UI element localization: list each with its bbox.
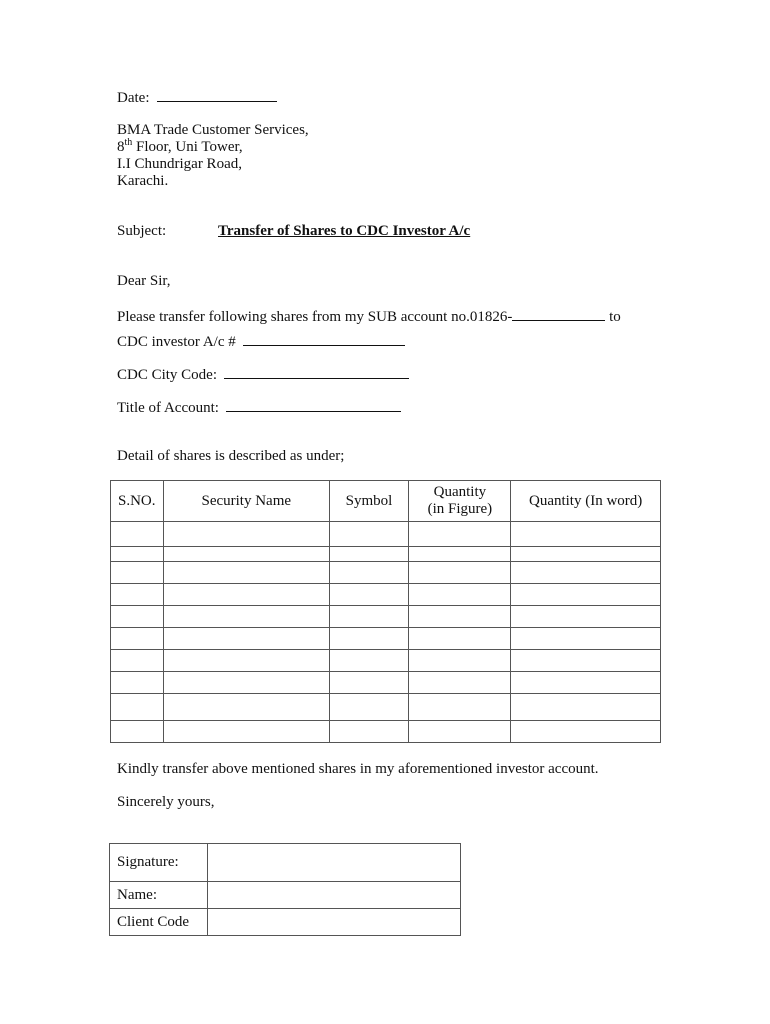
date-row xyxy=(117,88,277,107)
table-cell[interactable] xyxy=(511,650,661,672)
table-row xyxy=(111,650,661,672)
detail-intro: Detail of shares is described as under; xyxy=(117,448,345,464)
table-cell[interactable] xyxy=(111,584,164,606)
table-cell[interactable] xyxy=(163,547,329,562)
table-cell[interactable] xyxy=(511,694,661,721)
title-account-row xyxy=(117,398,401,417)
cdc-account-label: CDC investor A/c # xyxy=(117,334,236,350)
table-cell[interactable] xyxy=(163,584,329,606)
table-cell[interactable] xyxy=(511,547,661,562)
table-cell[interactable] xyxy=(329,650,409,672)
table-cell[interactable] xyxy=(409,522,511,547)
table-cell[interactable] xyxy=(409,672,511,694)
address-line-3: I.I Chundrigar Road, xyxy=(117,156,242,172)
table-cell[interactable] xyxy=(163,650,329,672)
table-cell[interactable] xyxy=(163,721,329,743)
table-row xyxy=(111,628,661,650)
table-cell[interactable] xyxy=(111,721,164,743)
header-security-name: Security Name xyxy=(163,481,329,522)
table-cell[interactable] xyxy=(329,522,409,547)
subject-title: Transfer of Shares to CDC Investor A/c xyxy=(218,223,471,239)
date-field[interactable] xyxy=(157,88,277,102)
table-cell[interactable] xyxy=(511,562,661,584)
table-row xyxy=(111,522,661,547)
transfer-to: to xyxy=(609,309,621,325)
table-cell[interactable] xyxy=(409,721,511,743)
cdc-account-field[interactable] xyxy=(243,332,405,346)
table-cell[interactable] xyxy=(163,628,329,650)
table-cell[interactable] xyxy=(163,672,329,694)
table-cell[interactable] xyxy=(329,628,409,650)
table-cell[interactable] xyxy=(511,672,661,694)
table-row xyxy=(111,562,661,584)
table-cell[interactable] xyxy=(329,584,409,606)
table-cell[interactable] xyxy=(409,562,511,584)
table-row xyxy=(111,694,661,721)
table-cell[interactable] xyxy=(111,650,164,672)
table-cell[interactable] xyxy=(163,562,329,584)
cdc-account-row xyxy=(117,332,405,351)
table-cell[interactable] xyxy=(329,547,409,562)
table-cell[interactable] xyxy=(409,628,511,650)
table-cell[interactable] xyxy=(163,694,329,721)
address-line-4: Karachi. xyxy=(117,173,169,189)
header-sno: S.NO. xyxy=(111,481,164,522)
table-row xyxy=(111,672,661,694)
table-cell[interactable] xyxy=(111,562,164,584)
table-row xyxy=(111,584,661,606)
table-cell[interactable] xyxy=(511,584,661,606)
table-cell[interactable] xyxy=(329,694,409,721)
city-code-field[interactable] xyxy=(224,365,409,379)
table-row xyxy=(111,547,661,562)
name-field[interactable] xyxy=(208,882,461,909)
table-cell[interactable] xyxy=(111,672,164,694)
table-cell[interactable] xyxy=(409,606,511,628)
closing-text: Kindly transfer above mentioned shares in my aforementioned investor account. xyxy=(117,761,599,777)
shares-table xyxy=(110,480,661,743)
table-cell[interactable] xyxy=(409,694,511,721)
table-cell[interactable] xyxy=(111,694,164,721)
city-code-label: CDC City Code: xyxy=(117,367,218,383)
header-quantity-word: Quantity (In word) xyxy=(511,481,661,522)
client-code-field[interactable] xyxy=(208,909,461,936)
transfer-line xyxy=(117,307,621,326)
address-line-2: 8th Floor, Uni Tower, xyxy=(117,137,243,155)
signature-label: Signature: xyxy=(110,844,208,882)
signature-field[interactable] xyxy=(208,844,461,882)
client-code-row xyxy=(110,909,461,936)
salutation: Dear Sir, xyxy=(117,273,171,289)
client-code-label: Client Code xyxy=(110,909,208,936)
header-quantity-figure: Quantity (in Figure) xyxy=(409,481,511,522)
table-cell[interactable] xyxy=(163,606,329,628)
signoff: Sincerely yours, xyxy=(117,794,215,810)
table-cell[interactable] xyxy=(111,522,164,547)
table-cell[interactable] xyxy=(329,721,409,743)
table-row xyxy=(111,721,661,743)
address-line-1: BMA Trade Customer Services, xyxy=(117,122,309,138)
table-cell[interactable] xyxy=(511,628,661,650)
table-cell[interactable] xyxy=(111,547,164,562)
table-cell[interactable] xyxy=(511,721,661,743)
title-account-label: Title of Account: xyxy=(117,400,219,416)
subject-label: Subject: xyxy=(117,223,167,239)
signature-table xyxy=(109,843,461,936)
table-cell[interactable] xyxy=(511,522,661,547)
table-cell[interactable] xyxy=(111,628,164,650)
city-code-row xyxy=(117,365,409,384)
table-cell[interactable] xyxy=(329,672,409,694)
table-cell[interactable] xyxy=(329,562,409,584)
transfer-text: Please transfer following shares from my SUB account no.01826- xyxy=(117,309,513,325)
table-row xyxy=(111,606,661,628)
sub-account-field[interactable] xyxy=(512,307,605,321)
date-label: Date: xyxy=(117,90,150,106)
table-cell[interactable] xyxy=(511,606,661,628)
name-row xyxy=(110,882,461,909)
name-label: Name: xyxy=(110,882,208,909)
table-cell[interactable] xyxy=(409,547,511,562)
title-account-field[interactable] xyxy=(226,398,401,412)
shares-table-header xyxy=(111,481,661,522)
table-cell[interactable] xyxy=(329,606,409,628)
table-cell[interactable] xyxy=(409,650,511,672)
table-cell[interactable] xyxy=(409,584,511,606)
table-cell[interactable] xyxy=(163,522,329,547)
header-symbol: Symbol xyxy=(329,481,409,522)
signature-row xyxy=(110,844,461,882)
table-cell[interactable] xyxy=(111,606,164,628)
